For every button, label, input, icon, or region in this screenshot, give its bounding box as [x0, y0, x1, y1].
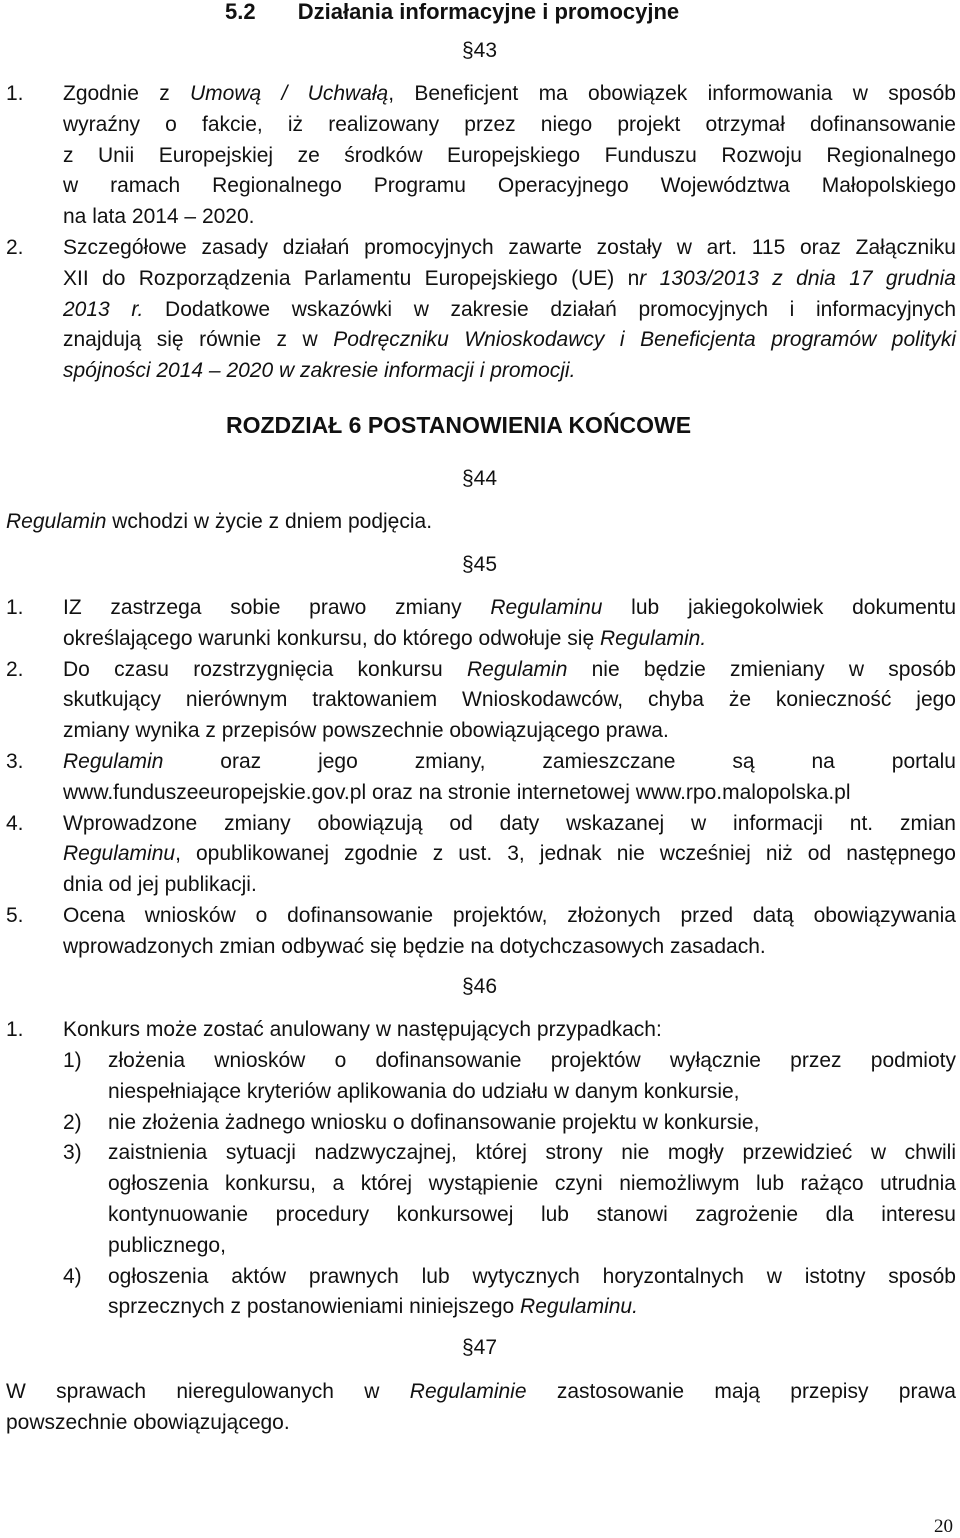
- text-line: [63, 658, 956, 682]
- text-line: [63, 842, 956, 866]
- text-run: powszechnie obowiązującego.: [6, 1410, 290, 1434]
- text-run: określającego warunki konkursu, do którego odwołuje się: [63, 626, 600, 650]
- text-run: skutkujący nierównym traktowaniem Wnioskodawców, chyba że konieczność jego: [63, 688, 956, 712]
- section-46-intro-number: 1.: [6, 1018, 24, 1041]
- item-number: 1): [63, 1049, 82, 1072]
- text-line: [63, 904, 956, 928]
- text-line: [108, 1111, 956, 1135]
- text-run: ogłoszenia konkursu, a której wystąpienie czyni niemożliwym lub rażąco utrudnia: [108, 1172, 956, 1196]
- text-run: oraz jego zmiany, zamieszczane są na portalu: [163, 750, 956, 773]
- text-run: W sprawach nieregulowanych w: [6, 1380, 410, 1403]
- text-line: [63, 328, 956, 352]
- text-run: lub jakiegokolwiek dokumentu: [602, 596, 957, 619]
- item-number: 2): [63, 1110, 82, 1134]
- text-run: nie złożenia żadnego wniosku o dofinansowanie projektu w konkursie,: [108, 1110, 760, 1134]
- text-run: , Beneficjent ma obowiązek informowania w sposób: [388, 82, 956, 105]
- text-run: , opublikowanej zgodnie z ust. 3, jednak nie wcześniej niż od następnego: [175, 842, 956, 866]
- text-run: kontynuowanie procedury konkursowej lub stanowi zagrożenie dla interesu: [108, 1203, 956, 1226]
- text-run: znajdują się równie z w: [63, 328, 334, 352]
- text-line: [63, 596, 956, 620]
- text-line: [108, 1049, 956, 1073]
- text-run: www.funduszeeuropejskie.gov.pl oraz na stronie internetowej www.rpo.malopolska.pl: [63, 780, 851, 804]
- text-run: złożenia wniosków o dofinansowanie projektów wyłącznie przez podmioty: [108, 1049, 956, 1072]
- item-number: 4.: [6, 811, 24, 835]
- text-run: na lata 2014 – 2020.: [63, 205, 255, 229]
- text-run: Ocena wniosków o dofinansowanie projektów, złożonych przed datą obowiązywania: [63, 904, 956, 927]
- text-run: wchodzi w życie z dniem podjęcia.: [106, 510, 433, 533]
- text-line: [63, 144, 956, 168]
- text-line: [63, 113, 956, 137]
- italic-run: Regulaminie: [409, 1380, 527, 1403]
- text-line: [108, 1234, 956, 1258]
- section-46-intro: Konkurs może zostać anulowany w następujących przypadkach:: [63, 1018, 662, 1041]
- text-line: [63, 627, 956, 651]
- text-line: [63, 82, 956, 106]
- text-line: [63, 750, 956, 774]
- text-line: [63, 873, 956, 897]
- text-run: Szczegółowe zasady działań promocyjnych zawarte zostały w art. 115 oraz Załączniku: [63, 236, 956, 259]
- item-number: 3.: [6, 750, 24, 773]
- italic-run: Regulamin: [466, 657, 568, 681]
- section-44-text: [6, 510, 432, 534]
- text-run: zmiany wynika z przepisów powszechnie obowiązującego prawa.: [63, 719, 669, 743]
- text-run: nie będzie zmieniany w sposób: [567, 657, 956, 681]
- italic-run: r 1303/2013 z dnia 17 grudnia: [639, 266, 956, 290]
- text-line: [6, 1411, 956, 1435]
- text-line: [63, 267, 956, 291]
- text-line: [63, 688, 956, 712]
- item-number: 1.: [6, 596, 24, 619]
- text-line: [63, 359, 956, 383]
- chapter-title: ROZDZIAŁ 6 POSTANOWIENIA KOŃCOWE: [226, 412, 692, 438]
- text-run: zaistnienia sytuacji nadzwyczajnej, której strony nie mogły przewidzieć w chwili: [108, 1141, 956, 1165]
- text-line: [63, 935, 956, 959]
- text-run: Wprowadzone zmiany obowiązują od daty wskazanej w informacji nt. zmian: [63, 811, 956, 835]
- text-line: [108, 1172, 956, 1196]
- text-run: niespełniające kryteriów aplikowania do udziału w danym konkursie,: [108, 1079, 740, 1103]
- italic-run: 2013 r.: [63, 297, 144, 321]
- paragraph-mark-43: §43: [462, 39, 498, 62]
- section-heading: [225, 0, 679, 24]
- item-number: 2.: [6, 657, 24, 681]
- italic-run: Regulamin: [63, 750, 164, 773]
- italic-run: Umową / Uchwałą: [190, 82, 389, 105]
- paragraph-mark-45: §45: [462, 553, 498, 576]
- text-run: XII do Rozporządzenia Parlamentu Europejskiego (UE) n: [63, 266, 640, 290]
- item-number: 4): [63, 1264, 82, 1288]
- text-line: [108, 1203, 956, 1227]
- text-run: publicznego,: [108, 1233, 226, 1257]
- text-run: wprowadzonych zmian odbywać się będzie na dotychczasowych zasadach.: [63, 934, 766, 958]
- italic-run: Podręczniku Wnioskodawcy i Beneficjenta programów polityki: [333, 328, 956, 352]
- text-line: [108, 1080, 956, 1104]
- text-line: [63, 781, 956, 805]
- text-run: w ramach Regionalnego Programu Operacyjnego Województwa Małopolskiego: [63, 174, 956, 198]
- text-run: sprzecznych z postanowieniami niniejszego: [108, 1295, 521, 1319]
- text-line: [108, 1141, 956, 1165]
- text-line: [63, 205, 956, 229]
- italic-run: Regulaminu.: [520, 1295, 638, 1319]
- text-line: [63, 812, 956, 836]
- text-run: ogłoszenia aktów prawnych lub wytycznych horyzontalnych w istotny sposób: [108, 1264, 956, 1288]
- text-line: [63, 719, 956, 743]
- italic-run: Regulamin: [6, 510, 107, 533]
- item-number: 3): [63, 1141, 82, 1165]
- text-run: IZ zastrzega sobie prawo zmiany: [63, 596, 491, 619]
- section-number: 5.2: [225, 0, 256, 24]
- text-line: [63, 298, 956, 322]
- text-run: wyraźny o fakcie, iż realizowany przez niego projekt otrzymał dofinansowanie: [63, 112, 956, 136]
- section-title: Działania informacyjne i promocyjne: [297, 0, 680, 24]
- text-line: [63, 174, 956, 198]
- paragraph-mark-44: §44: [462, 467, 498, 490]
- text-run: z Unii Europejskiej ze środków Europejskiego Funduszu Rozwoju Regionalnego: [63, 143, 956, 167]
- italic-run: Regulamin.: [599, 626, 707, 650]
- text-run: Zgodnie z: [63, 82, 191, 105]
- italic-run: spójności 2014 – 2020 w zakresie informacji i promocji.: [63, 359, 576, 383]
- text-run: zastosowanie mają przepisy prawa: [526, 1380, 956, 1403]
- text-run: dnia od jej publikacji.: [63, 873, 257, 897]
- text-line: [6, 1380, 956, 1404]
- italic-run: Regulaminu: [490, 596, 603, 619]
- text-line: [63, 236, 956, 260]
- text-line: [108, 1295, 956, 1319]
- item-number: 5.: [6, 904, 24, 927]
- paragraph-mark-46: §46: [462, 975, 498, 998]
- paragraph-mark-47: §47: [462, 1336, 498, 1359]
- text-run: Do czasu rozstrzygnięcia konkursu: [63, 657, 467, 681]
- italic-run: Regulaminu: [63, 842, 176, 866]
- item-number: 1.: [6, 82, 24, 105]
- text-run: Dodatkowe wskazówki w zakresie działań promocyjnych i informacyjnych: [143, 297, 957, 321]
- page-number: 20: [934, 1516, 953, 1537]
- text-line: [108, 1265, 956, 1289]
- item-number: 2.: [6, 236, 24, 259]
